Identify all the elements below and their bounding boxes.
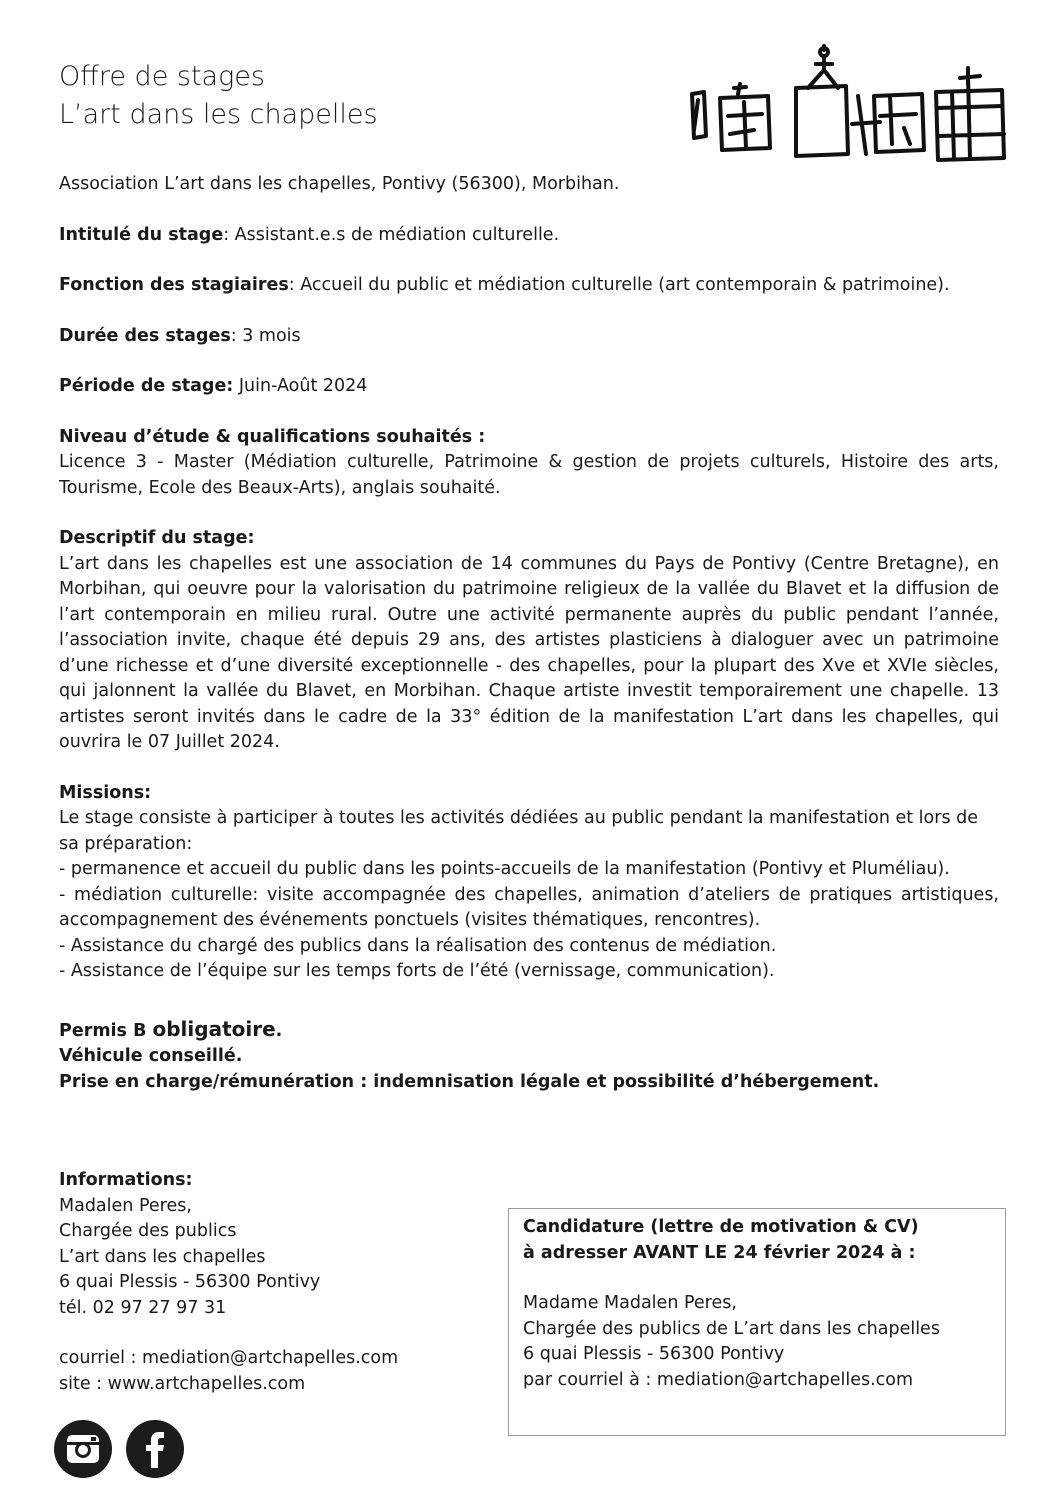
mission-item: - médiation culturelle: visite accompagnée des chapelles, animation d’ateliers de pratiques artistiques, accompagnement des événements ponctuels (visites thématiques, rencontres).: [59, 884, 999, 930]
permis-emph: obligatoire: [152, 1016, 276, 1041]
info-line: Chargée des publics: [59, 1221, 237, 1241]
offer-body: [59, 172, 999, 1095]
missions-intro: Le stage consiste à participer à toutes les activités dédiées au public pendant la manifestation et lors de sa préparation:: [59, 808, 978, 854]
site-link[interactable]: site : www.artchapelles.com: [59, 1373, 306, 1394]
intitule-text: : Assistant.e.s de médiation culturelle.: [223, 224, 560, 245]
niveau-text: Licence 3 - Master (Médiation culturelle, Patrimoine & gestion de projets culturels, Histoire des arts, Tourisme, Ecole des Beaux-Arts), anglais souhaité.: [59, 452, 999, 498]
info-line: tél. 02 97 27 97 31: [59, 1297, 227, 1318]
fonction-text: : Accueil du public et médiation culturelle (art contemporain & patrimoine).: [288, 275, 950, 295]
instagram-icon[interactable]: [54, 1420, 112, 1478]
remuneration-line: Prise en charge/rémunération : indemnisation légale et possibilité d’hébergement.: [59, 1071, 880, 1092]
chapelles-logo: [684, 44, 1010, 164]
intro-text: Association L’art dans les chapelles, Pontivy (56300), Morbihan.: [59, 174, 620, 194]
informations-section: [59, 1168, 479, 1397]
missions-label: Missions:: [59, 782, 152, 803]
candidature-heading-1: Candidature (lettre de motivation & CV): [523, 1217, 919, 1237]
vehicule-line: Véhicule conseillé.: [59, 1046, 243, 1066]
permis-prefix: Permis B: [59, 1020, 153, 1041]
intitule-section: [59, 223, 999, 249]
candidature-heading-2: à adresser AVANT LE 24 février 2024 à :: [523, 1242, 916, 1263]
candidature-box: [508, 1208, 1006, 1436]
permis-line: [59, 1017, 999, 1045]
info-line: L’art dans les chapelles: [59, 1246, 266, 1267]
permis-suffix: .: [275, 1020, 283, 1041]
periode-section: [59, 374, 999, 400]
title-line-1: Offre de stages: [59, 61, 265, 92]
courriel-link[interactable]: courriel : mediation@artchapelles.com: [59, 1348, 399, 1368]
periode-label: Période de stage:: [59, 376, 234, 396]
periode-text: Juin-Août 2024: [233, 376, 368, 396]
mission-item: - Assistance du chargé des publics dans la réalisation des contenus de médiation.: [59, 935, 777, 956]
info-line: 6 quai Plessis - 56300 Pontivy: [59, 1272, 321, 1292]
facebook-icon[interactable]: [126, 1420, 184, 1478]
duree-text: : 3 mois: [230, 325, 301, 346]
mission-item: - Assistance de l’équipe sur les temps forts de l’été (vernissage, communication).: [59, 961, 775, 981]
candidature-email[interactable]: par courriel à : mediation@artchapelles.com: [523, 1369, 914, 1390]
candidature-line: Chargée des publics de L’art dans les chapelles: [523, 1318, 940, 1339]
candidature-line: Madame Madalen Peres,: [523, 1293, 737, 1313]
descriptif-label: Descriptif du stage:: [59, 528, 255, 548]
duree-section: [59, 324, 999, 350]
title-line-2: L’art dans les chapelles: [59, 99, 378, 130]
niveau-label: Niveau d’étude & qualifications souhaités :: [59, 426, 486, 447]
info-line: Madalen Peres,: [59, 1195, 192, 1216]
page-title: [59, 58, 378, 134]
intitule-label: Intitulé du stage: [59, 224, 224, 245]
duree-label: Durée des stages: [59, 325, 231, 346]
descriptif-text: L’art dans les chapelles est une association de 14 communes du Pays de Pontivy (Centre Bretagne), en Morbihan, qui oeuvre pour la valorisation du patrimoine religieux de la vallée du Blavet et la diffusion de l’art contemporain en milieu rural. Outre une activité permanente auprès du public pendant l’année, l’association invite, chaque été depuis 29 ans, des artistes plasticiens à dialoguer avec un patrimoine d’une richesse et d’une diversité exceptionnelle - des chapelles, pour la plupart des Xve et XVIe siècles, qui jalonnent la vallée du Blavet, en Morbihan. Chaque artiste investit temporairement une chapelle. 13 artistes seront invités dans le cadre de la 33° édition de la manifestation L’art dans les chapelles, qui ouvrira le 07 Juillet 2024.: [59, 553, 999, 752]
fonction-label: Fonction des stagiaires: [59, 275, 289, 295]
fonction-section: [59, 273, 999, 299]
mission-item: - permanence et accueil du public dans les points-accueils de la manifestation (Pontivy et Pluméliau).: [59, 859, 950, 879]
candidature-line: 6 quai Plessis - 56300 Pontivy: [523, 1344, 785, 1364]
informations-label: Informations:: [59, 1170, 193, 1190]
